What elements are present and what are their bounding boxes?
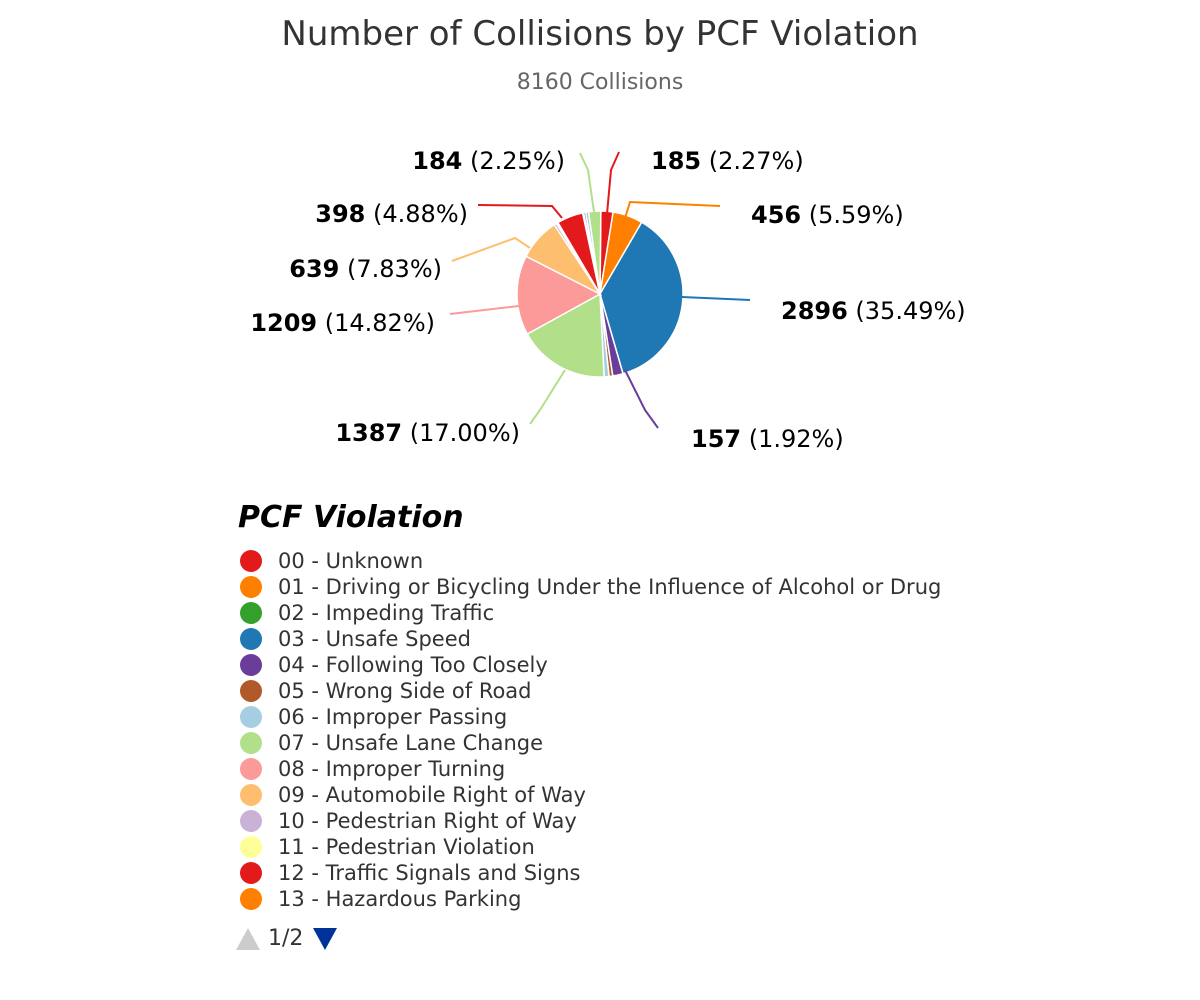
legend-pagination <box>236 926 337 951</box>
data-label-7 <box>250 309 435 337</box>
legend-color-dot-icon <box>240 576 262 598</box>
legend-item-label: 01 - Driving or Bicycling Under the Influence of Alcohol or Drug <box>278 575 942 599</box>
legend-color-dot-icon <box>240 836 262 858</box>
legend-item-label: 11 - Pedestrian Violation <box>278 835 535 859</box>
data-label-percent: (7.83%) <box>339 255 442 283</box>
legend-color-dot-icon <box>240 784 262 806</box>
legend-item[interactable] <box>240 756 1000 782</box>
data-label-percent: (5.59%) <box>801 201 904 229</box>
connector-line-1 <box>625 202 720 218</box>
legend-item[interactable] <box>240 678 1000 704</box>
connector-line-0 <box>607 152 619 214</box>
data-label-15 <box>412 147 565 175</box>
connector-line-2 <box>682 297 750 300</box>
legend-title: PCF Violation <box>238 500 464 535</box>
pie-slices <box>517 211 683 377</box>
legend-item-label: 12 - Traffic Signals and Signs <box>278 861 581 885</box>
legend-next-page-arrow-icon[interactable] <box>313 928 337 950</box>
data-label-value: 456 <box>751 201 802 229</box>
data-label-percent: (35.49%) <box>847 297 966 325</box>
data-label-percent: (2.27%) <box>701 147 804 175</box>
data-label-value: 639 <box>289 255 340 283</box>
legend-item[interactable] <box>240 704 1000 730</box>
pie-chart <box>0 0 1200 480</box>
legend-color-dot-icon <box>240 654 262 676</box>
connector-line-6 <box>530 370 565 424</box>
legend-item-label: 08 - Improper Turning <box>278 757 506 781</box>
data-label-percent: (17.00%) <box>402 419 520 447</box>
legend-color-dot-icon <box>240 706 262 728</box>
data-label-value: 398 <box>315 200 366 228</box>
legend-item[interactable] <box>240 626 1000 652</box>
legend-color-dot-icon <box>240 862 262 884</box>
data-label-8 <box>289 255 442 283</box>
legend-item[interactable] <box>240 600 1000 626</box>
legend-color-dot-icon <box>240 602 262 624</box>
legend-item[interactable] <box>240 548 1000 574</box>
legend-item-label: 10 - Pedestrian Right of Way <box>278 809 577 833</box>
legend-item[interactable] <box>240 886 1000 912</box>
data-label-value: 1387 <box>335 419 403 447</box>
legend-item-label: 05 - Wrong Side of Road <box>278 679 532 703</box>
legend-item[interactable] <box>240 808 1000 834</box>
connector-line-8 <box>452 238 530 261</box>
legend-item-label: 00 - Unknown <box>278 549 424 573</box>
connector-line-3 <box>625 370 658 428</box>
legend-item-label: 04 - Following Too Closely <box>278 653 548 677</box>
data-label-1 <box>751 201 904 229</box>
legend-color-dot-icon <box>240 732 262 754</box>
data-label-value: 185 <box>651 147 702 175</box>
legend-color-dot-icon <box>240 888 262 910</box>
legend-item-label: 03 - Unsafe Speed <box>278 627 471 651</box>
data-label-value: 157 <box>691 425 742 453</box>
legend-item[interactable] <box>240 574 1000 600</box>
data-label-3 <box>691 425 844 453</box>
data-label-value: 2896 <box>781 297 848 325</box>
data-label-percent: (4.88%) <box>365 200 468 228</box>
legend-item-label: 02 - Impeding Traffic <box>278 601 495 625</box>
data-label-percent: (1.92%) <box>741 425 844 453</box>
legend <box>240 548 1000 914</box>
data-label-2 <box>781 297 966 325</box>
legend-color-dot-icon <box>240 758 262 780</box>
legend-color-dot-icon <box>240 550 262 572</box>
legend-item[interactable] <box>240 782 1000 808</box>
chart-title: Number of Collisions by PCF Violation <box>281 14 919 54</box>
data-label-6 <box>335 419 520 447</box>
legend-item-label: 06 - Improper Passing <box>278 705 508 729</box>
data-label-0 <box>651 147 804 175</box>
legend-item-label: 13 - Hazardous Parking <box>278 887 522 911</box>
data-label-value: 184 <box>412 147 463 175</box>
data-label-percent: (14.82%) <box>317 309 435 337</box>
legend-item[interactable] <box>240 730 1000 756</box>
legend-color-dot-icon <box>240 628 262 650</box>
data-label-value: 1209 <box>250 309 318 337</box>
connector-line-7 <box>450 306 519 314</box>
connector-line-15 <box>580 153 594 212</box>
legend-item[interactable] <box>240 834 1000 860</box>
legend-prev-page-arrow-icon[interactable] <box>236 928 260 950</box>
connector-line-11 <box>478 205 562 218</box>
data-label-percent: (2.25%) <box>462 147 565 175</box>
legend-item[interactable] <box>240 860 1000 886</box>
legend-item[interactable] <box>240 652 1000 678</box>
legend-page-indicator: 1/2 <box>268 926 304 951</box>
legend-color-dot-icon <box>240 680 262 702</box>
legend-color-dot-icon <box>240 810 262 832</box>
legend-item-label: 09 - Automobile Right of Way <box>278 783 586 807</box>
chart-subtitle: 8160 Collisions <box>516 70 684 95</box>
legend-item-label: 07 - Unsafe Lane Change <box>278 731 544 755</box>
data-label-11 <box>315 200 468 228</box>
